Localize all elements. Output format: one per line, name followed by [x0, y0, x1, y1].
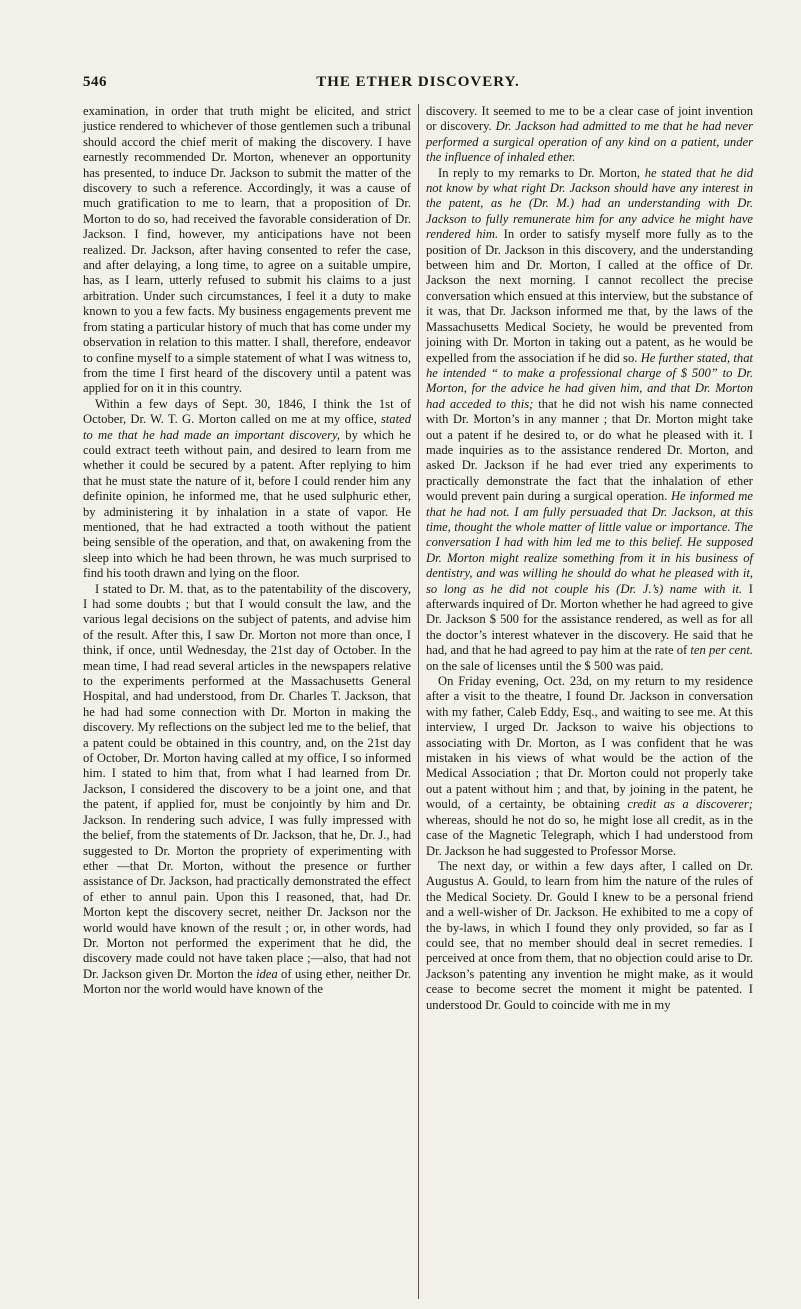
paragraph — [83, 582, 411, 998]
text-run: on the sale of licenses until the $ 500 was paid. — [426, 658, 664, 673]
italic-text: He informed me that he had not. I am fully persuaded that Dr. Jackson, at this time, thought the whole matter of little value or importance. The conversation I had with him led me to this belief. He supposed Dr. Morton might realize something from it in his business of dentistry, and was willing he should do what he pleased with it, so long as he did not couple his (Dr. J.’s) name with it. — [426, 489, 753, 596]
text-run: whereas, should he not do so, he might lose all credit, as in the case of the Magnetic Telegraph, which I had understood from Dr. Jackson he had suggested to Professor Morse. — [426, 812, 753, 858]
italic-text: Dr. Jackson had admitted to me that he had never performed a surgical operation of any kind on a patient, under the influence of inhaled ether. — [426, 119, 753, 165]
text-run: On Friday evening, Oct. 23d, on my return to my residence after a visit to the theatre, I found Dr. Jackson in conversation with my father, Caleb Eddy, Esq., and waiting to see me. At this interview, I urged Dr. Jackson to waive his objections to associating with Dr. Morton, as I was confident that he was mistaken in his views of what would be the action of the Medical Association ; that Dr. Morton could not properly take out a patent without him ; and that, by joining in the patent, he would, of a certainty, be obtaining — [426, 674, 753, 812]
text-run: I stated to Dr. M. that, as to the patentability of the discovery, I had some doubts ; but that I would consult the law, and the various legal decisions on the subject of patents, and advise him of the result. After this, I saw Dr. Morton not more than once, I think, if once, until Wednesday, the 21st day of October. In the mean time, I had read several articles in the newspapers relative to the experiments performed at the Massachusetts General Hospital, and had understood, from Dr. Charles T. Jackson, that he had had some connection with Dr. Morton in making the discovery. My reflections on the subject led me to the belief, that a patent could be obtained in this country, and, on the 21st day of October, Dr. Morton having called at my office, I so informed him. I stated to him that, from what I had learned from Dr. Jackson, I considered the discovery to be a joint one, and that the patent, if applied for, must be conjointly by him and Dr. Jackson. In rendering such advice, I was fully impressed with the belief, from the statements of Dr. Jackson, that he, Dr. J., had suggested to Dr. Morton the propriety of experimenting with ether —that Dr. Morton, without the presence or further assistance of Dr. Jackson, had practically demonstrated the effect of ether to annul pain. Upon this I reasoned, that, had Dr. Morton kept the discovery secret, neither Dr. Jackson nor the world would have known of the result ; or, in other words, had Dr. Morton not performed the experiment that he did, the discovery made could not have taken place ;—also, that had not Dr. Jackson given Dr. Morton the — [83, 581, 411, 981]
paragraph: The next day, or within a few days after, I called on Dr. Augustus A. Gould, to learn from him the nature of the rules of the Medical Society. Dr. Gould I knew to be a personal friend and a well-wisher of Dr. Jackson. He exhibited to me a copy of the by-laws, in which I found they only provided, so far as I could see, that no member should deal in secret remedies. I perceived at once from them, that no objection could arise to Dr. Jackson’s patenting any invention he might make, as it would cease to become secret the moment it might be patented. I understood Dr. Gould to coincide with me in my — [426, 858, 753, 1012]
text-run: I afterwards inquired of Dr. Morton whether he had agreed to give Dr. Jackson $ 500 for the assistance rendered, as well as for all the doctor’s interest whatever in the discovery. He said that he had, and that he had agreed to pay him at the rate of — [426, 581, 753, 658]
text-run: Within a few days of Sept. 30, 1846, I think the 1st of October, Dr. W. T. G. Morton called on me at my office, — [83, 396, 411, 427]
left-column — [83, 104, 418, 1299]
text-run: In reply to my remarks to Dr. Morton, — [438, 165, 645, 180]
italic-text: ten per cent. — [690, 643, 754, 658]
paragraph — [426, 166, 753, 674]
paragraph — [83, 397, 411, 582]
text-run: by which he could extract teeth without pain, and desired to learn from me whether it could be secured by a patent. After replying to him that he must state the nature of it, before I could render him any definite opinion, he informed me, that he used sulphuric ether, by administering it by inhalation in a state of vapor. He mentioned, that he had extracted a tooth without the patient being sensible of the operation, and that, on awakening from the sleep into which he had been thrown, he was much surprised to find his tooth drawn and lying on the floor. — [83, 427, 412, 581]
page-number: 546 — [83, 74, 107, 90]
italic-text: idea — [255, 966, 278, 981]
text-run: that he did not wish his name connected with Dr. Morton’s in any manner ; that Dr. Morton might take out a patent if he desired to, or do what he pleased with it. I made inquiries as to the assistance rendered Dr. Morton, and asked Dr. Jackson if he had ever tried any experiments to practically demonstrate the fact that the inhalation of ether would prevent pain during a surgical operation. — [426, 396, 754, 504]
text-run: discovery. It seemed to me to be a clear case of joint invention or discovery. — [426, 104, 753, 134]
page-header — [83, 74, 753, 96]
text-run: of using ether, neither Dr. Morton nor the world would have known of the — [83, 966, 411, 997]
paragraph: examination, in order that truth might be elicited, and strict justice rendered to whichever of those gentlemen such a tribunal should accord the chief merit of making the discovery. I have earnestly recommended Dr. Morton, whenever an opportunity has presented, to induce Dr. Jackson to submit the matter of the discovery to such a reference. Accordingly, it was a cause of much gratification to me to learn, that a proposition of Dr. Morton to do so, had received the favorable consideration of Dr. Jackson. I find, however, my anticipations have not been realized. Dr. Jackson, after having consented to refer the case, and after delaying, a long time, to agree on a suitable umpire, has, as I learn, utterly refused to submit his claims to a just arbitration. Under such circumstances, I feel it a duty to make known to you a few facts. My business engagements prevent me from stating a particular history of much that has come under my observation in relation to this matter. I shall, therefore, endeavor to confine myself to a simple statement of what I was witness to, from the time I first heard of the discovery until a patent was applied for on it in this country. — [83, 104, 411, 396]
italic-text: He further stated, that he intended “ to make a professional charge of $ 500” to Dr. Morton, for the advice he had given him, and that Dr. Morton had acceded to this; — [426, 350, 753, 411]
italic-text: stated to me that he had made an important discovery, — [83, 412, 411, 442]
paragraph — [426, 674, 753, 859]
text-columns — [83, 104, 755, 1299]
right-column — [418, 104, 753, 1299]
paragraph — [426, 104, 753, 166]
italic-text: credit as a discoverer; — [627, 797, 753, 812]
text-run: In order to satisfy myself more fully as to the position of Dr. Jackson in this discovery, and the understanding between him and Dr. Morton, I called at the office of Dr. Jackson the next morning. I cannot recollect the precise conversation which ensued at this interview, but the substance of it was, that Dr. Jackson informed me that, by the laws of the Massachusetts Medical Society, he would be prevented from joining with Dr. Morton in taking out a patent, as he would be expelled from the association if he did so. — [426, 227, 753, 365]
running-title: THE ETHER DISCOVERY. — [316, 74, 520, 90]
italic-text: he stated that he did not know by what right Dr. Jackson should have any interest in the patent, as he (Dr. M.) had an understanding with Dr. Jackson to fully remunerate him for any advice he might have rendered him. — [426, 165, 753, 242]
